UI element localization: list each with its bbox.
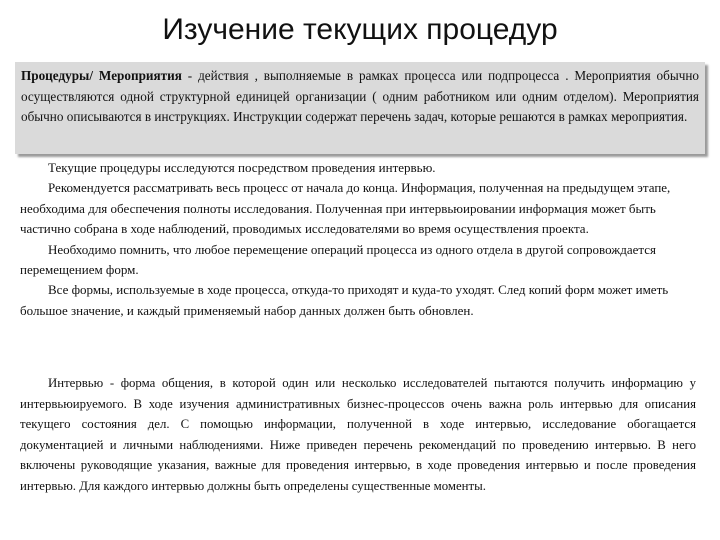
interview-text-block — [20, 373, 696, 497]
paragraph-forms-movement: Необходимо помнить, что любое перемещение операций процесса из одного отдела в другой сопровождается перемещением форм. — [20, 241, 657, 278]
procedures-text-block — [20, 158, 696, 321]
paragraph-interview-definition: Интервью - форма общения, в которой один или несколько исследователей пытаются получить информацию у интервьюируемого. В ходе изучения административных бизнес-процессов очень важна роль интервью для описания текущего состояния дел. С помощью информации, полученной в ходе интервью, исследование обогащается документацией и личными наблюдениями. Ниже приведен перечень рекомендаций по проведению интервью. В него включены руководящие указания, важные для проведения интервью, в ходе проведения интервью и после проведения интервью. Для каждого интервью должны быть определены существенные моменты. — [20, 376, 696, 493]
paragraph-interviews: Текущие процедуры исследуются посредством проведения интервью. — [48, 160, 436, 175]
definition-box — [15, 62, 705, 154]
paragraph-whole-process: Рекомендуется рассматривать весь процесс от начала до конца. Информация, полученная на предыдущем этапе, необходима для обеспечения полноты исследования. Полученная при интервьюировании информация может быть частично собрана в ходе наблюдений, проводимых исследователями во время осуществления проекта. — [20, 180, 671, 237]
definition-term: Процедуры/ Мероприятия — [21, 68, 182, 83]
definition-text: - действия , выполняемые в рамках процесса или подпроцесса . Мероприятия обычно осуществляются одной структурной единицей организации ( одним работником или одним отделом). Мероприятия обычно описываются в инструкциях. Инструкции содержат перечень задач, которые решаются в рамках мероприятия. — [21, 68, 700, 124]
paragraph-forms-trace: Все формы, используемые в ходе процесса, откуда-то приходят и куда-то уходят. След копий форм может иметь большое значение, и каждый применяемый набор данных должен быть обновлен. — [20, 282, 669, 318]
slide-title: Изучение текущих процедур — [162, 13, 558, 46]
